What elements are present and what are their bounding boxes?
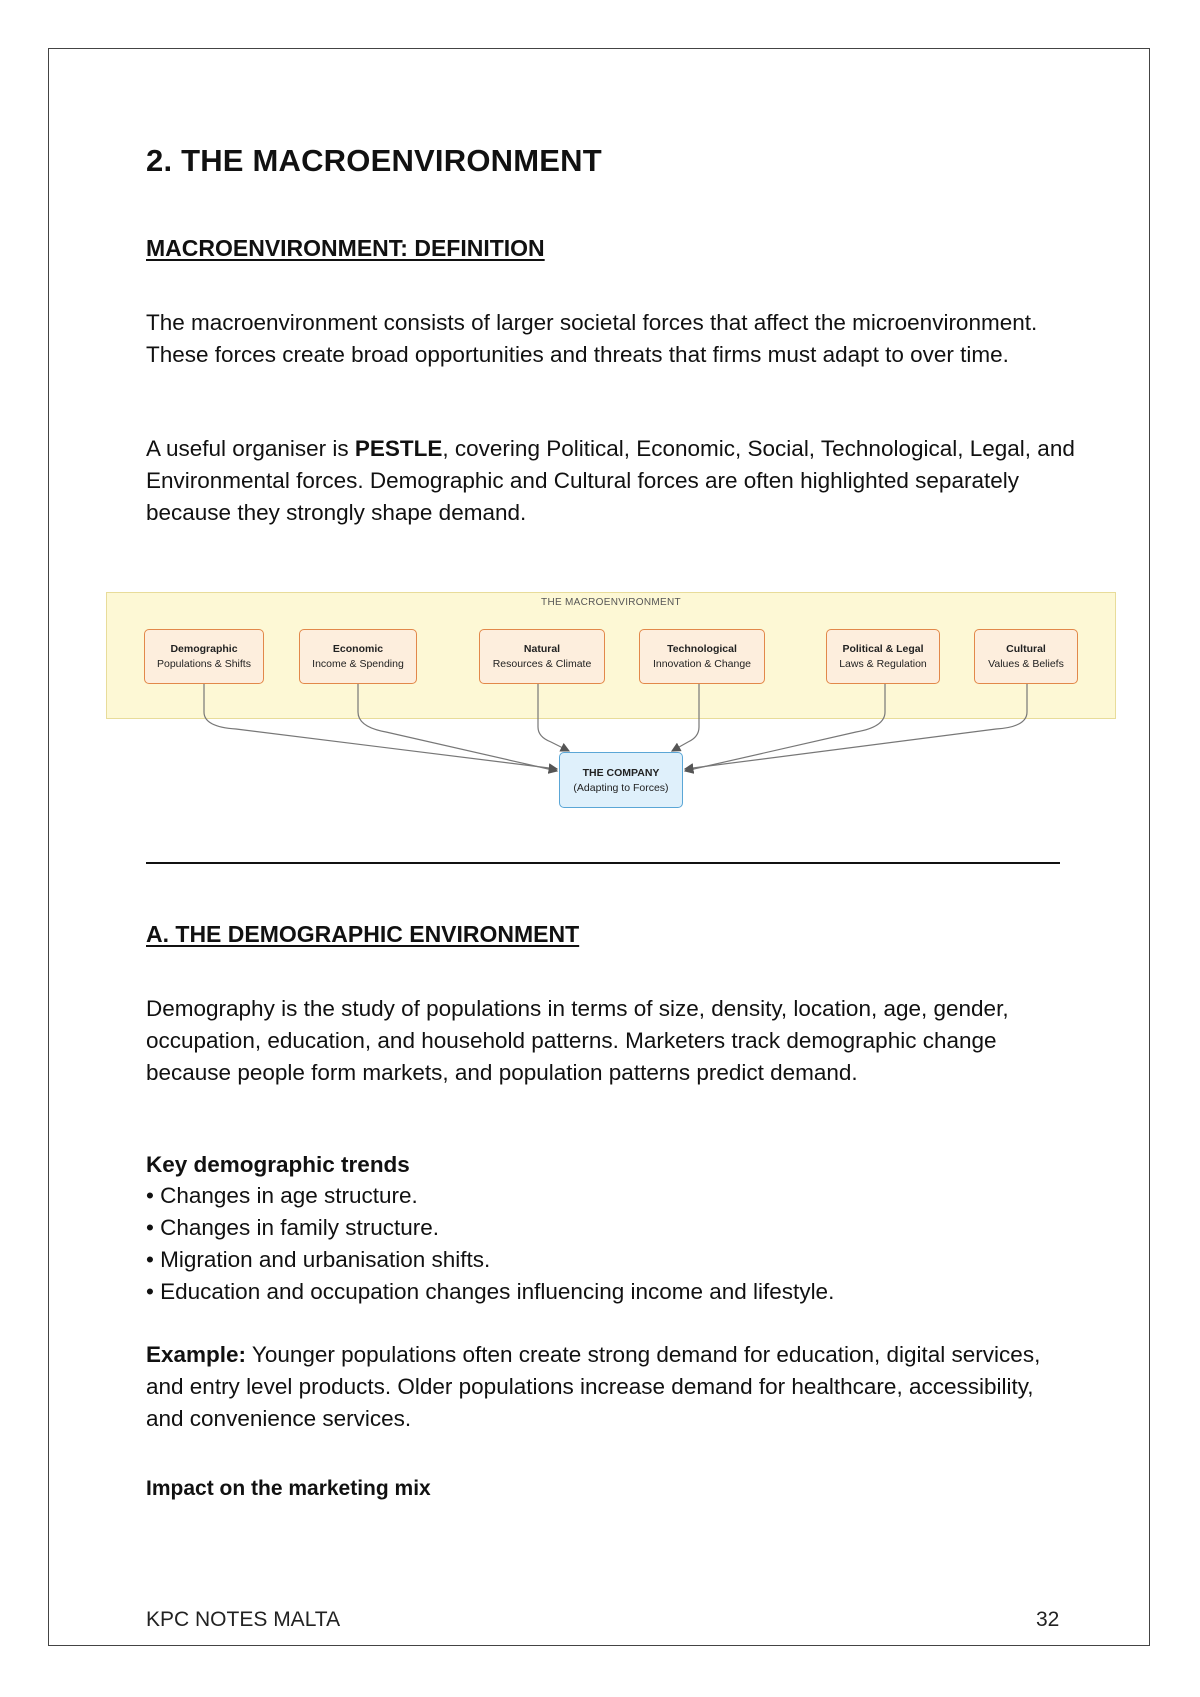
- list-item: • Migration and urbanisation shifts.: [146, 1247, 491, 1272]
- list-item: • Education and occupation changes influencing income and lifestyle.: [146, 1279, 835, 1304]
- force-subtitle: Income & Spending: [312, 658, 404, 670]
- company-subtitle: (Adapting to Forces): [573, 782, 669, 794]
- trends-list: [146, 1180, 834, 1308]
- demographic-paragraph: Demography is the study of populations in terms of size, density, location, age, gender, occupation, education, and household patterns. Marketers track demographic change because people form markets, and population patterns predict demand.: [146, 996, 1009, 1085]
- company-node: [559, 752, 683, 808]
- force-title: Economic: [332, 643, 384, 655]
- force-economic: [299, 629, 417, 684]
- force-technological: [639, 629, 765, 684]
- definition-heading: MACROENVIRONMENT: DEFINITION: [146, 235, 545, 261]
- demographic-heading: A. THE DEMOGRAPHIC ENVIRONMENT: [146, 921, 580, 947]
- section-divider: [146, 862, 1060, 864]
- force-cultural: [974, 629, 1078, 684]
- force-subtitle: Resources & Climate: [492, 658, 592, 670]
- force-subtitle: Values & Beliefs: [988, 658, 1064, 670]
- impact-heading: Impact on the marketing mix: [146, 1477, 431, 1500]
- arrow-natural: [538, 684, 569, 751]
- force-demographic: [144, 629, 264, 684]
- force-political-legal: [826, 629, 940, 684]
- force-title: Cultural: [1006, 643, 1046, 655]
- force-natural: [479, 629, 605, 684]
- list-item: • Changes in age structure.: [146, 1183, 418, 1208]
- force-subtitle: Laws & Regulation: [839, 658, 927, 670]
- force-subtitle: Populations & Shifts: [157, 658, 251, 670]
- force-title: Demographic: [170, 643, 238, 655]
- pestle-intro-text: A useful organiser is: [146, 436, 355, 461]
- arrow-technological: [672, 684, 699, 751]
- force-title: Technological: [667, 643, 737, 655]
- arrow-economic: [358, 684, 557, 771]
- example-text: Younger populations often create strong demand for education, digital services, and entry level products. Older populations increase demand for healthcare, accessibility, and convenience services.: [146, 1342, 1041, 1431]
- macroenvironment-diagram: [106, 592, 1116, 822]
- list-item: • Changes in family structure.: [146, 1215, 439, 1240]
- diagram-title: THE MACROENVIRONMENT: [541, 597, 681, 608]
- page-number: 32: [1036, 1608, 1060, 1631]
- arrow-political-legal: [685, 684, 885, 771]
- pestle-rest-text: , covering Political, Economic, Social, Technological, Legal, and Environmental forces. Demographic and Cultural forces are often highlighted separately because they strongly shape demand.: [146, 436, 1075, 525]
- definition-paragraph: The macroenvironment consists of larger societal forces that affect the microenvironment. These forces create broad opportunities and threats that firms must adapt to over time.: [146, 310, 1038, 367]
- trends-heading: Key demographic trends: [146, 1152, 410, 1177]
- force-title: Natural: [523, 643, 561, 655]
- page-title: 2. THE MACROENVIRONMENT: [146, 143, 602, 178]
- arrow-cultural: [685, 684, 1027, 769]
- pestle-term: PESTLE: [354, 436, 443, 461]
- pestle-paragraph: [146, 433, 1076, 529]
- arrow-demographic: [204, 684, 557, 769]
- company-title: THE COMPANY: [582, 767, 660, 779]
- footer-label: KPC NOTES MALTA: [146, 1608, 341, 1631]
- force-title: Political & Legal: [842, 643, 924, 655]
- force-subtitle: Innovation & Change: [652, 658, 752, 670]
- example-label: Example:: [146, 1342, 247, 1367]
- example-paragraph: [146, 1339, 1076, 1435]
